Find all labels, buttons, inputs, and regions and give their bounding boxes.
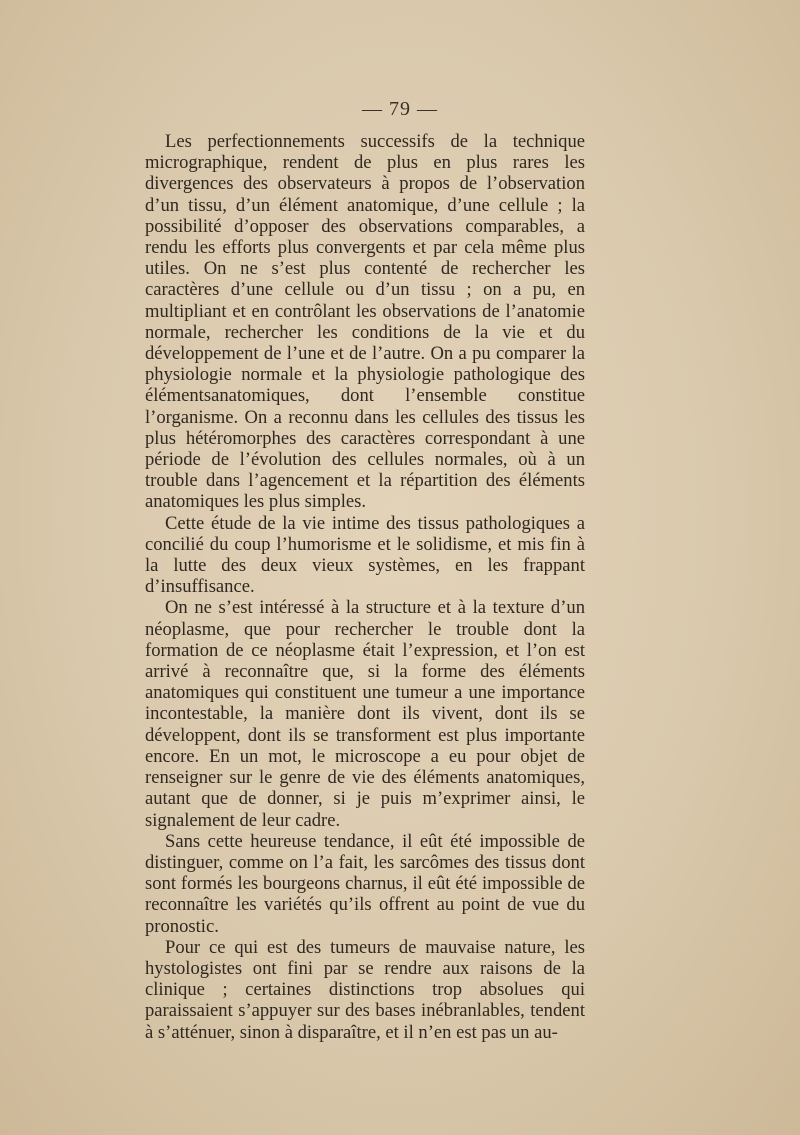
paragraph: Sans cette heureuse tendance, il eût été impossible de distinguer, comme on l’a fait, les sarcômes des tissus dont sont formés les bourgeons charnus, il eût été impossible de reconnaître les variétés qu’ils offrent au point de vue du pronostic. [145,830,585,937]
page-number: — 79 — [362,98,438,120]
paragraph: Pour ce qui est des tumeurs de mauvaise nature, les hystologistes ont fini par se rendre aux raisons de la clinique ; certaines distinctions trop absolues qui paraissaient s’appuyer sur des bases inébranlables, tendent à s’atténuer, sinon à disparaître, et il n’en est pas un au- [145,936,585,1043]
paragraph: On ne s’est intéressé à la structure et à la texture d’un néoplasme, que pour rechercher le trouble dont la formation de ce néoplasme était l’expression, et l’on est arrivé à reconnaître que, si la forme des éléments anatomiques qui constituent une tumeur a une importance incontestable, la manière dont ils vivent, dont ils se développent, dont ils se transforment est plus importante encore. En un mot, le microscope a eu pour objet de renseigner sur le genre de vie des éléments anatomiques, autant que de donner, si je puis m’exprimer ainsi, le signalement de leur cadre. [145,597,585,831]
paragraph: Les perfectionnements successifs de la technique micrographique, rendent de plus en plus rares les divergences des observateurs à propos de l’observation d’un tissu, d’un élément anatomique, d’une cellule ; la possibilité d’opposer des observations comparables, a rendu les efforts plus convergents et par cela même plus utiles. On ne s’est plus contenté de rechercher les caractères d’une cellule ou d’un tissu ; on a pu, en multipliant et en contrôlant les observations de l’anatomie normale, rechercher les conditions de la vie et du développement de l’une et de l’autre. On a pu comparer la physiologie normale et la physiologie pathologique des élémentsanatomiques, dont l’ensemble constitue l’organisme. On a reconnu dans les cellules des tissus les plus hétéromorphes des caractères correspondant à une période de l’évolution des cellules normales, où à un trouble dans l’agencement et la répartition des éléments anatomiques les plus simples. [145,131,585,513]
body-text [145,131,585,1043]
paragraph: Cette étude de la vie intime des tissus pathologiques a concilié du coup l’humorisme et le solidisme, et mis fin à la lutte des deux vieux systèmes, en les frappant d’insuffisance. [145,512,585,598]
